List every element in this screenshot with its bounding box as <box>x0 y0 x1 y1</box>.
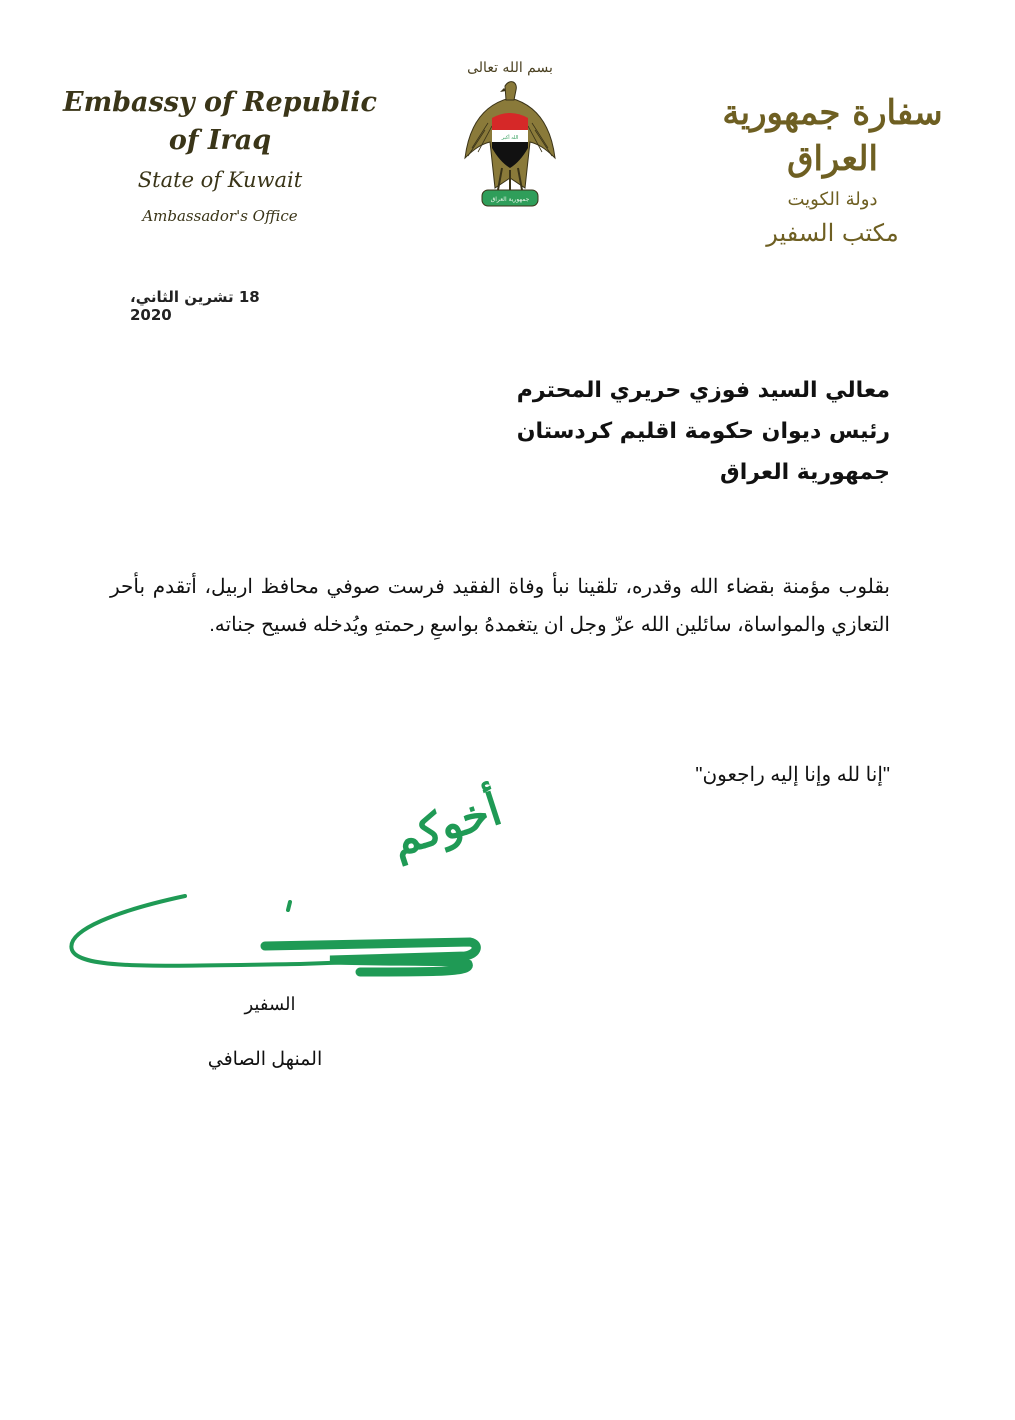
letterhead-arabic <box>700 90 965 250</box>
eagle-emblem-icon <box>460 78 560 218</box>
svg-text:جمهورية العراق: جمهورية العراق <box>490 196 530 203</box>
state-name-english: State of Kuwait <box>137 168 303 192</box>
state-name-arabic: دولة الكويت <box>787 189 878 210</box>
basmala-text: بسم الله تعالى <box>467 60 553 76</box>
recipient-block <box>517 370 890 493</box>
signatory-title: السفير <box>244 994 296 1014</box>
quran-verse: "إنا لله وإنا إليه راجعون" <box>695 764 890 786</box>
letter-date: 18 تشرين الثاني، 2020 <box>130 288 260 324</box>
recipient-position: رئيس ديوان حكومة اقليم كردستان <box>516 419 890 444</box>
embassy-name-english: Embassy of Republic of Iraq <box>63 87 377 156</box>
embassy-name-arabic: سفارة جمهورية العراق <box>722 93 943 179</box>
recipient-name: معالي السيد فوزي حريري المحترم <box>516 378 890 403</box>
office-name-arabic: مكتب السفير <box>766 219 899 247</box>
svg-text:الله أكبر: الله أكبر <box>501 135 519 141</box>
letterhead-english <box>60 84 380 230</box>
office-name-english: Ambassador's Office <box>142 207 298 225</box>
iraq-emblem <box>455 58 565 218</box>
signature-scribble-icon <box>60 880 490 990</box>
handwritten-closing: أخوكم <box>384 783 508 868</box>
letter-body: بقلوب مؤمنة بقضاء الله وقدره، تلقينا نبأ وفاة الفقيد فرست صوفي محافظ اربيل، أتقدم بأحر التعازي والمواساة، سائلين الله عزّ وجل ان يتغمدهُ بواسعِ رحمتهِ ويُدخله فسيح جناته. <box>110 576 890 636</box>
recipient-country: جمهورية العراق <box>720 460 890 485</box>
signatory-name: المنهل الصافي <box>207 1049 323 1070</box>
